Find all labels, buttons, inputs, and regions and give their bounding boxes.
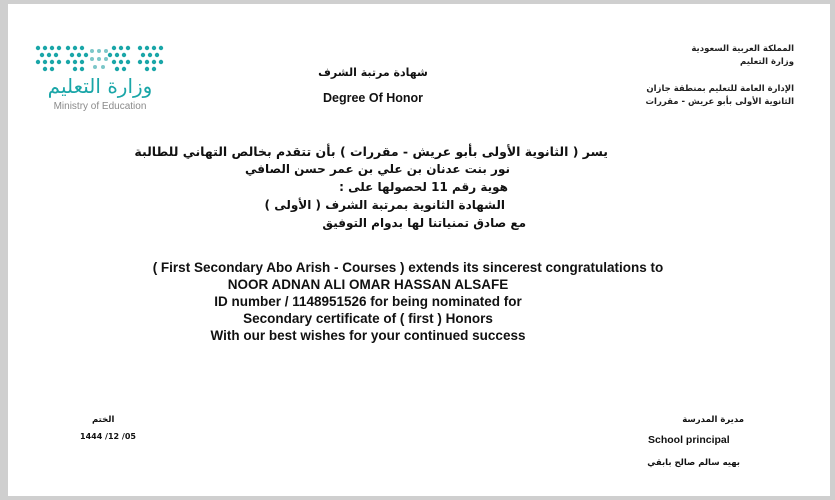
arabic-line-1: يسر ( الثانوية الأولى بأبو عريش - مقررات ) بأن تتقدم بخالص التهاني للطالبة xyxy=(134,144,608,159)
certificate-page xyxy=(8,4,830,496)
title-english: Degree Of Honor xyxy=(322,91,423,105)
english-line-4: Secondary certificate of ( first ) Honors xyxy=(243,311,493,326)
logo-english-text: Ministry of Education xyxy=(53,101,147,112)
principal-title-english: School principal xyxy=(648,434,730,446)
english-line-1: ( First Secondary Abo Arish - Courses ) extends its sincerest congratulations to xyxy=(152,260,664,275)
header-ministry: وزارة التعليم xyxy=(740,57,794,67)
logo-dots-icon xyxy=(30,42,170,76)
stamp-label: الختم xyxy=(92,415,115,425)
ministry-logo xyxy=(30,42,170,117)
title-arabic: شهادة مرتبة الشرف xyxy=(318,66,428,79)
header-kingdom: المملكة العربية السعودية xyxy=(691,44,794,54)
english-line-3: ID number / 1148951526 for being nominated for xyxy=(214,294,522,309)
arabic-line-3: هوية رقم 11 لحصولها على : xyxy=(339,180,508,194)
arabic-line-2: نور بنت عدنان بن علي بن عمر حسن الصافي xyxy=(244,162,510,176)
principal-title-arabic: مديرة المدرسة xyxy=(682,415,744,425)
header-directorate: الإدارة العامة للتعليم بمنطقة جازان xyxy=(646,84,794,94)
principal-name: بهيه سالم صالح بابقي xyxy=(647,458,740,468)
english-line-2: NOOR ADNAN ALI OMAR HASSAN ALSAFE xyxy=(227,277,509,292)
arabic-line-4: الشهادة الثانوية بمرتبة الشرف ( الأولى ) xyxy=(264,198,505,212)
english-line-5: With our best wishes for your continued success xyxy=(210,328,526,343)
logo-arabic-text: وزارة التعليم xyxy=(47,74,153,98)
issue-date: 1444 /12 /05 xyxy=(80,432,136,441)
header-school: الثانوية الأولى بأبو عريش - مقررات xyxy=(645,97,794,107)
arabic-line-5: مع صادق تمنياتنا لها بدوام التوفيق xyxy=(322,216,526,230)
